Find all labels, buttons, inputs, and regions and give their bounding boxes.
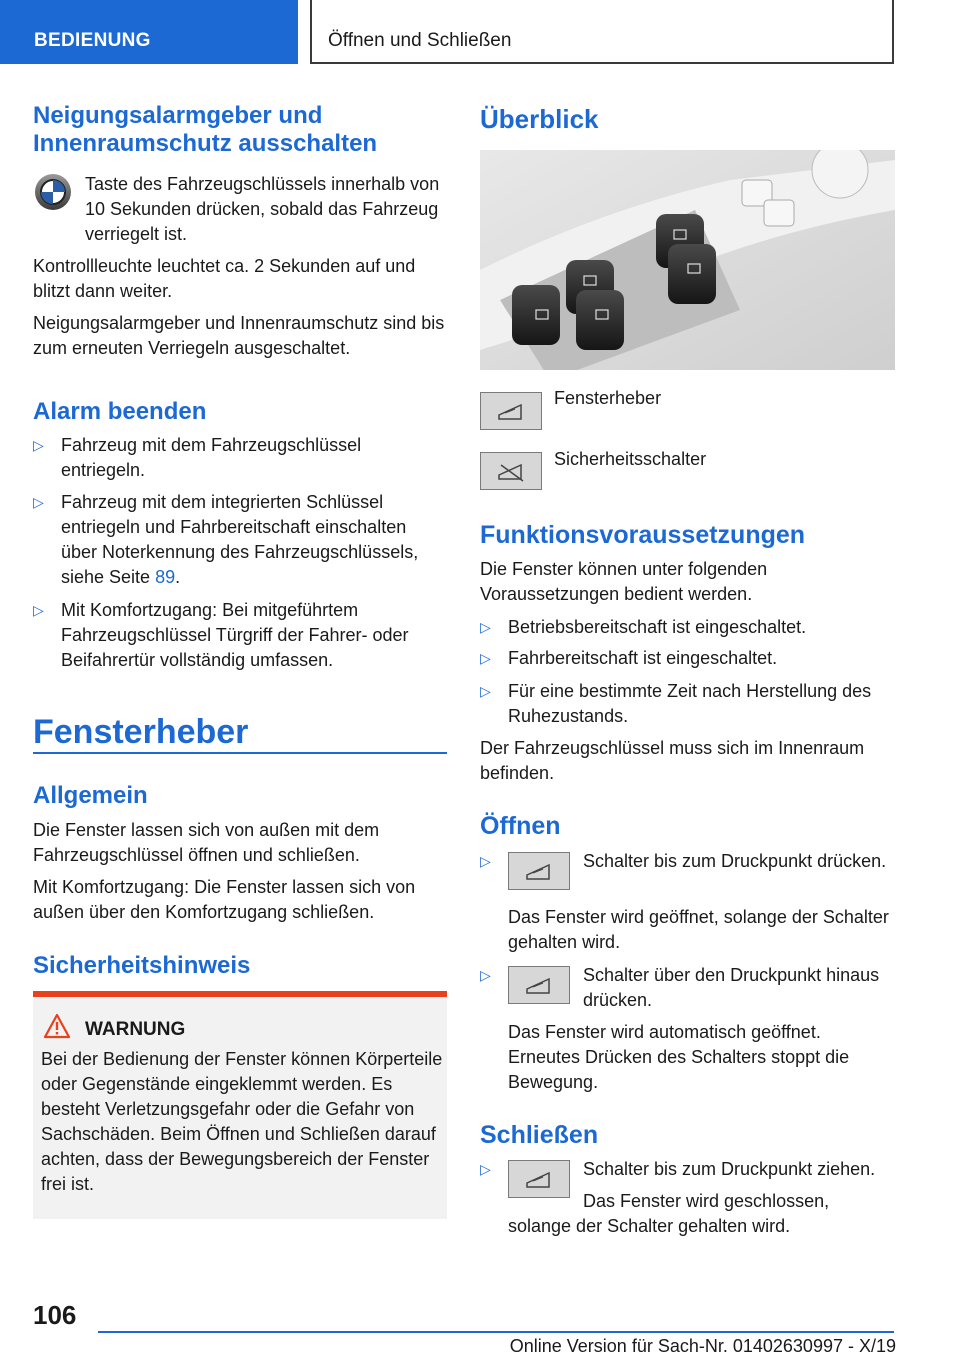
warning-triangle-icon — [43, 1013, 71, 1039]
safety-switch-symbol-icon — [480, 452, 542, 490]
text-allgemein-1: Die Fenster lassen sich von außen mit dem Fahrzeugschlüssel öffnen und schließen. — [33, 820, 380, 865]
text-oeffnen-2: Schalter über den Druckpunkt hinaus drücken. — [583, 965, 880, 1010]
text-taste: Taste des Fahrzeugschlüssels innerhalb von 10 Sekunden drücken, sobald das Fahrzeug verriegelt ist. — [85, 174, 440, 244]
page-number: 106 — [33, 1300, 77, 1330]
footer-version-text: Online Version für Sach-Nr. 01402630997 - X/19 — [509, 1336, 896, 1356]
bullet-triangle-icon: ▷ — [33, 494, 44, 510]
bullet-triangle-icon: ▷ — [33, 602, 44, 618]
list-item-text: Mit Komfortzugang: Bei mitgeführtem Fahrzeugschlüssel Türgriff der Fahrer- oder Beifahrertür vollständig umfassen. — [61, 600, 409, 670]
header-chapter-label: Öffnen und Schließen — [328, 30, 512, 51]
text-oeffnen-1b: Das Fenster wird geöffnet, solange der Schalter gehalten wird. — [508, 907, 889, 952]
header-chapter-tab — [310, 0, 894, 64]
list-item-text: Betriebsbereitschaft ist eingeschaltet. — [508, 617, 807, 637]
text-schluessel-innenraum: Der Fahrzeugschlüssel muss sich im Innenraum befinden. — [480, 738, 865, 783]
list-item-text: Fahrbereitschaft ist eingeschaltet. — [508, 648, 778, 668]
heading-oeffnen: Öffnen — [480, 812, 561, 840]
text-allgemein-2: Mit Komfortzugang: Die Fenster lassen sich von außen über den Komfortzugang schließen. — [33, 877, 416, 922]
section-divider — [33, 752, 447, 754]
window-lifter-symbol-icon — [480, 392, 542, 430]
warning-box — [33, 991, 447, 1219]
text-funktion: Die Fenster können unter folgenden Voraussetzungen bedient werden. — [480, 559, 768, 604]
window-lifter-symbol-icon — [508, 966, 570, 1004]
list-item-text: Für eine bestimmte Zeit nach Herstellung des Ruhezustands. — [508, 681, 872, 726]
bullet-triangle-icon: ▷ — [33, 437, 44, 453]
list-item-text: Fahrzeug mit dem integrierten Schlüssel entriegeln und Fahrbereitschaft einschalten über Noterkennung des Fahrzeugschlüssels, siehe Seite — [61, 492, 419, 587]
heading-neigung: Neigungsalarmgeber und Innenraumschutz ausschalten — [33, 102, 378, 157]
heading-schliessen: Schließen — [480, 1121, 599, 1149]
heading-fensterheber: Fensterheber — [33, 713, 249, 751]
heading-sicherheitshinweis: Sicherheitshinweis — [33, 952, 251, 979]
text-oeffnen-2b: Das Fenster wird automatisch geöffnet. Erneutes Drücken des Schalters stoppt die Bewegung. — [508, 1022, 850, 1092]
text-neigung-aus: Neigungsalarmgeber und Innenraumschutz sind bis zum erneuten Verriegeln ausgeschaltet. — [33, 313, 445, 358]
legend-fensterheber: Fensterheber — [554, 388, 662, 408]
text-schliessen-1b: Das Fenster wird geschlossen, solange der Schalter gehalten wird. — [508, 1191, 830, 1236]
heading-ueberblick: Überblick — [480, 104, 599, 134]
bullet-triangle-icon: ▷ — [480, 619, 491, 635]
bullet-triangle-icon: ▷ — [480, 853, 491, 869]
window-switch-photo — [480, 150, 895, 370]
page-reference-link[interactable]: 89 — [155, 567, 176, 587]
bullet-triangle-icon: ▷ — [480, 1161, 491, 1177]
bullet-triangle-icon: ▷ — [480, 967, 491, 983]
warning-title: WARNUNG — [85, 1019, 186, 1040]
header-section-tab — [0, 0, 298, 64]
heading-alarm-beenden: Alarm beenden — [33, 398, 207, 425]
warning-text: Bei der Bedienung der Fenster können Körperteile oder Gegenstände eingeklemmt werden. Es besteht Verletzungsgefahr oder die Gefahr von Sachschäden. Beim Öffnen und Schließen darauf achten, dass der Bewegungsbereich der Fenster frei ist. — [41, 1049, 443, 1194]
text-oeffnen-1: Schalter bis zum Druckpunkt drücken. — [583, 851, 887, 871]
heading-funktionsvoraussetzungen: Funktionsvoraussetzungen — [480, 521, 806, 549]
header-section-label: BEDIENUNG — [34, 30, 151, 51]
bullet-triangle-icon: ▷ — [480, 650, 491, 666]
text-taste-line1 — [85, 172, 447, 247]
legend-sicherheitsschalter: Sicherheitsschalter — [554, 449, 707, 469]
text-kontrollleuchte: Kontrollleuchte leuchtet ca. 2 Sekunden auf und blitzt dann weiter. — [33, 256, 416, 301]
car-key-icon — [33, 172, 73, 212]
warning-bar — [33, 991, 447, 997]
bullet-triangle-icon: ▷ — [480, 683, 491, 699]
heading-allgemein: Allgemein — [33, 782, 148, 809]
text-schliessen-1: Schalter bis zum Druckpunkt ziehen. — [583, 1159, 876, 1179]
footer-divider — [98, 1331, 894, 1333]
list-item-text: Fahrzeug mit dem Fahrzeugschlüssel entriegeln. — [61, 435, 362, 480]
window-lifter-symbol-icon — [508, 852, 570, 890]
